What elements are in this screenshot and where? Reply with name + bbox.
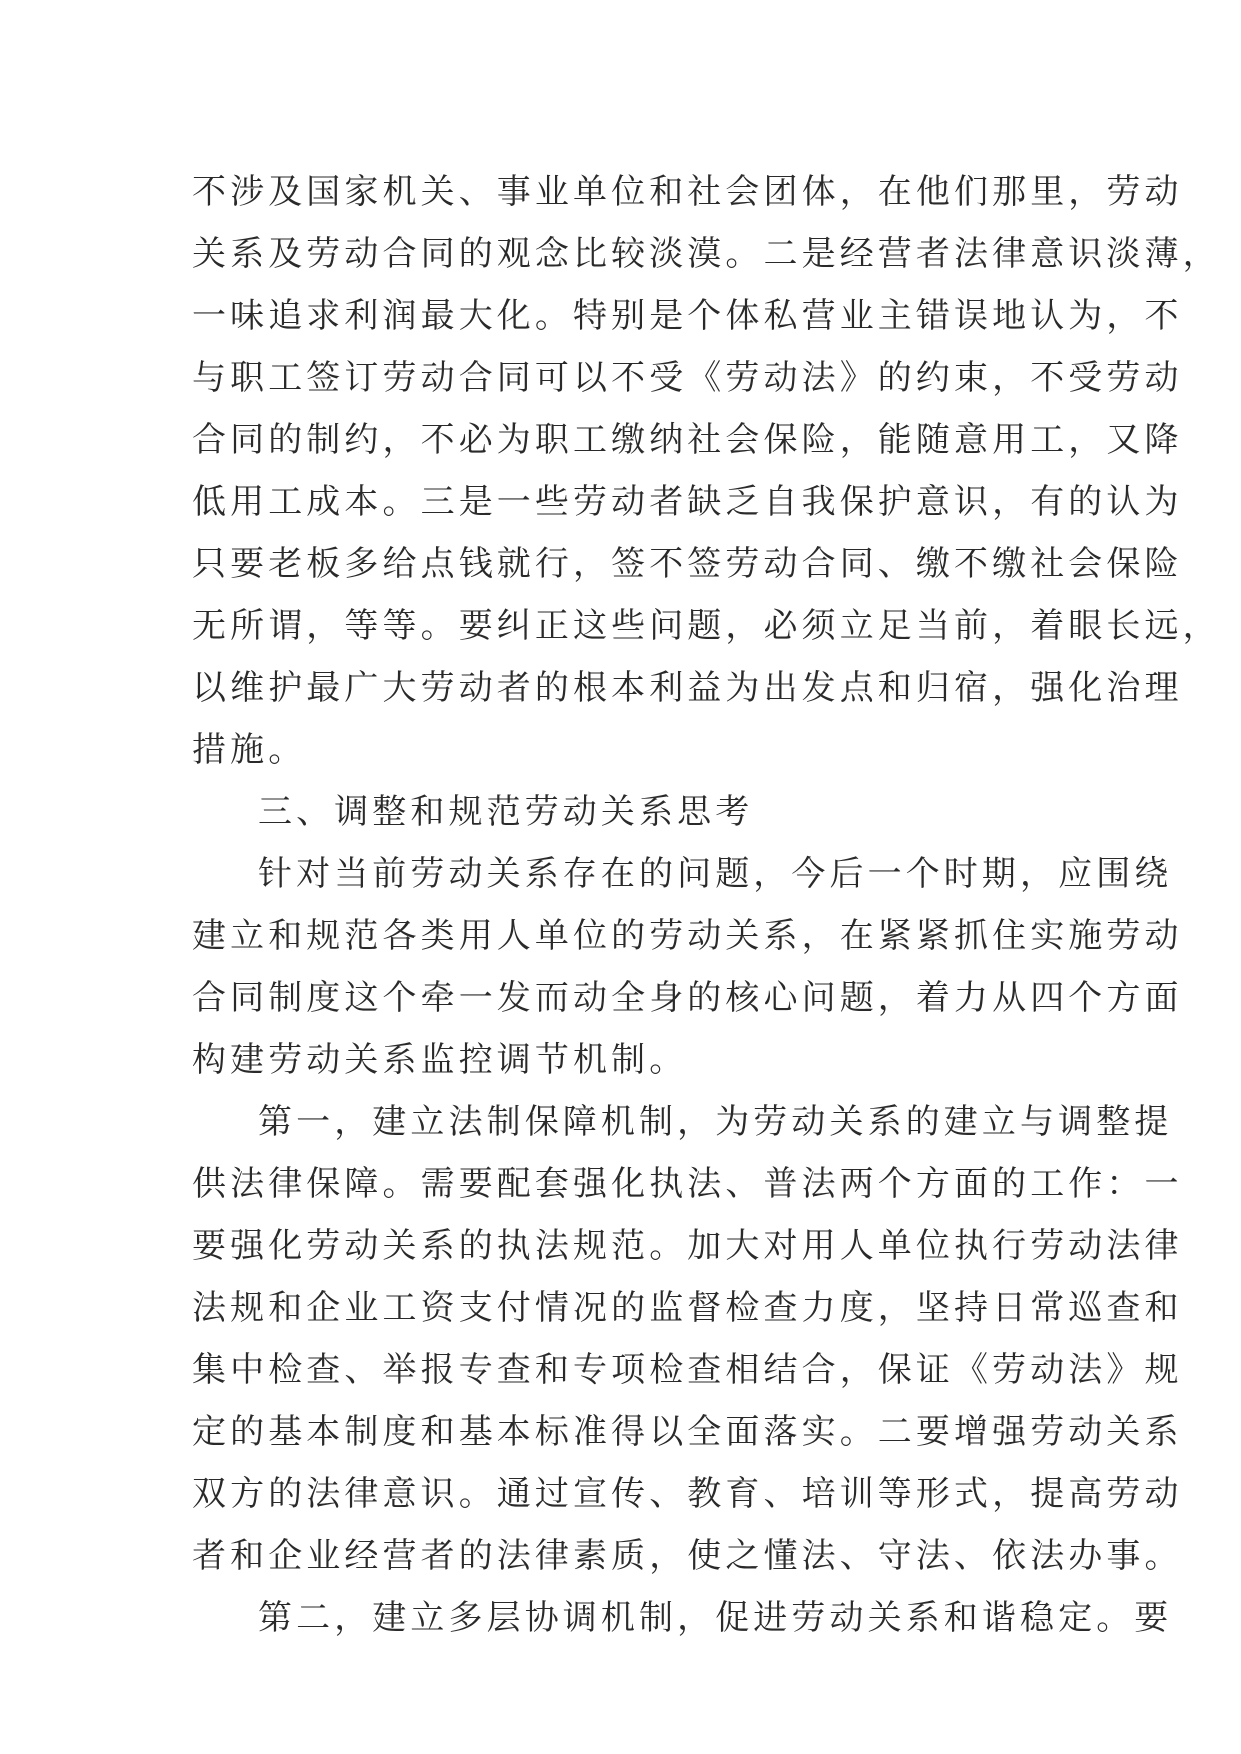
paragraph-line: 以维护最广大劳动者的根本利益为出发点和归宿，强化治理 — [192, 668, 1183, 708]
paragraph-line: 定的基本制度和基本标准得以全面落实。二要增强劳动关系 — [192, 1412, 1183, 1452]
document-body — [192, 161, 1221, 1649]
paragraph-line: 合同的制约，不必为职工缴纳社会保险，能随意用工，又降 — [192, 420, 1183, 460]
section-heading: 三、调整和规范劳动关系思考 — [258, 792, 754, 832]
paragraph-line: 关系及劳动合同的观念比较淡漠。二是经营者法律意识淡薄， — [192, 234, 1221, 274]
paragraph-line: 双方的法律意识。通过宣传、教育、培训等形式，提高劳动 — [192, 1474, 1183, 1514]
paragraph-line: 无所谓，等等。要纠正这些问题，必须立足当前，着眼长远， — [192, 606, 1221, 646]
paragraph-line: 不涉及国家机关、事业单位和社会团体，在他们那里，劳动 — [192, 172, 1183, 212]
paragraph-line: 者和企业经营者的法律素质，使之懂法、守法、依法办事。 — [192, 1536, 1183, 1576]
paragraph-line: 法规和企业工资支付情况的监督检查力度，坚持日常巡查和 — [192, 1288, 1183, 1328]
paragraph-line: 与职工签订劳动合同可以不受《劳动法》的约束，不受劳动 — [192, 358, 1183, 398]
paragraph-line: 构建劳动关系监控调节机制。 — [192, 1040, 688, 1080]
paragraph-line: 只要老板多给点钱就行，签不签劳动合同、缴不缴社会保险 — [192, 544, 1183, 584]
paragraph-line: 第二，建立多层协调机制，促进劳动关系和谐稳定。要 — [258, 1598, 1173, 1638]
paragraph-line: 第一，建立法制保障机制，为劳动关系的建立与调整提 — [258, 1102, 1173, 1142]
paragraph-line: 供法律保障。需要配套强化执法、普法两个方面的工作：一 — [192, 1164, 1183, 1204]
paragraph-line: 一味追求利润最大化。特别是个体私营业主错误地认为，不 — [192, 296, 1183, 336]
paragraph-line: 要强化劳动关系的执法规范。加大对用人单位执行劳动法律 — [192, 1226, 1183, 1266]
paragraph-line: 集中检查、举报专查和专项检查相结合，保证《劳动法》规 — [192, 1350, 1183, 1390]
paragraph-line: 建立和规范各类用人单位的劳动关系，在紧紧抓住实施劳动 — [192, 916, 1183, 956]
paragraph-line: 合同制度这个牵一发而动全身的核心问题，着力从四个方面 — [192, 978, 1183, 1018]
paragraph-line: 低用工成本。三是一些劳动者缺乏自我保护意识，有的认为 — [192, 482, 1183, 522]
paragraph-line: 措施。 — [192, 730, 307, 770]
paragraph-line: 针对当前劳动关系存在的问题，今后一个时期，应围绕 — [258, 854, 1173, 894]
